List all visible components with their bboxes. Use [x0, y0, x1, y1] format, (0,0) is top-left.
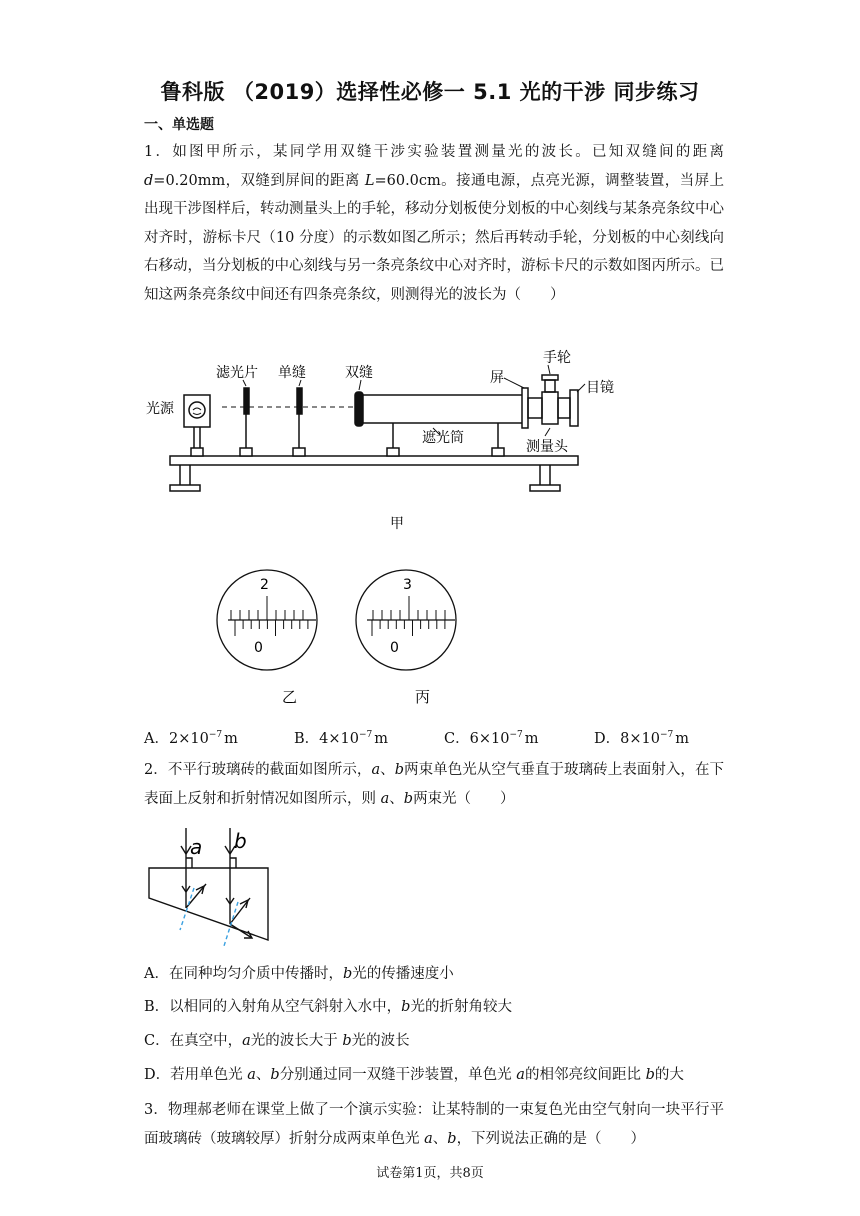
label-handwheel: 手轮	[543, 350, 571, 366]
question-number: 3．	[144, 1102, 168, 1118]
question-number: 2．	[144, 762, 168, 778]
label-measuring-head: 测量头	[526, 439, 568, 455]
q1-option-a[interactable]: A．$2\times 10^{-7}$ m	[144, 730, 238, 747]
section-heading: 一、单选题	[144, 117, 214, 133]
label-tube: 遮光筒	[422, 430, 464, 446]
q2-option-d[interactable]: D．若用单色光 a、b分别通过同一双缝干涉装置，单色光 a的相邻亮纹间距比 b的大	[144, 1067, 684, 1083]
gauge-yi-main-label: 2	[260, 577, 269, 593]
label-filter: 滤光片	[216, 365, 258, 381]
question-2-text: 2．不平行玻璃砖的截面如图所示，a、b两束单色光从空气垂直于玻璃砖上表面射入，在下表面上反射和折射情况如图所示，则 a、b两束光（ ）	[144, 762, 725, 807]
q2-option-c[interactable]: C．在真空中，a光的波长大于 b光的波长	[144, 1033, 410, 1049]
q1-option-d[interactable]: D．$8\times 10^{-7}$ m	[594, 730, 689, 747]
ray-label-b: b	[234, 829, 247, 853]
caption-jia: 甲	[390, 516, 404, 532]
q2-option-b[interactable]: B．以相同的入射角从空气斜射入水中，b光的折射角较大	[144, 999, 512, 1015]
glass-brick-figure	[144, 828, 274, 948]
label-single-slit: 单缝	[278, 365, 306, 381]
label-eyepiece: 目镜	[586, 380, 614, 396]
vernier-gauges	[228, 568, 468, 708]
page-footer: 试卷第1页，共8页	[376, 1166, 484, 1181]
apparatus-diagram	[140, 340, 660, 540]
gauge-bing-vernier-label: 0	[390, 640, 399, 656]
ray-label-a: a	[190, 835, 203, 859]
page-title: 鲁科版 （2019）选择性必修一 5.1 光的干涉 同步练习	[160, 80, 700, 104]
question-3-text: 3．物理郝老师在课堂上做了一个演示实验：让某特制的一束复色光由空气射向一块平行平面玻璃砖（玻璃较厚）折射分成两束单色光 a、b，下列说法正确的是（ ）	[144, 1102, 724, 1147]
caption-yi: 乙	[282, 688, 298, 706]
q2-option-a[interactable]: A．在同种均匀介质中传播时，b光的传播速度小	[144, 966, 454, 982]
question-number: 1．	[144, 144, 173, 160]
label-screen: 屏	[490, 370, 504, 386]
label-light-source: 光源	[146, 401, 174, 417]
caption-bing: 丙	[415, 688, 431, 706]
q1-option-c[interactable]: C．$6\times 10^{-7}$ m	[444, 730, 539, 747]
label-double-slit: 双缝	[345, 365, 373, 381]
gauge-bing-main-label: 3	[403, 577, 412, 593]
gauge-yi-vernier-label: 0	[254, 640, 263, 656]
question-1-text: 1．如图甲所示，某同学用双缝干涉实验装置测量光的波长。已知双缝间的距离 d=0.20mm，双缝到屏间的距离 L=60.0cm。接通电源，点亮光源，调整装置，当屏上出现干涉图样后，转动测量头上的手轮，移动分划板使分划板的中心刻线与某条亮条纹中心对齐时，游标卡尺（10 分度）的示数如图乙所示；然后再转动手轮，分划板的中心刻线向右移动，当分划板的中心刻线与另一条亮条纹中心对齐时，游标卡尺的示数如图丙所示。已知这两条亮条纹中间还有四条亮条纹，则测得光的波长为（ ）	[144, 144, 725, 303]
q1-option-b[interactable]: B．$4\times 10^{-7}$ m	[294, 730, 389, 747]
